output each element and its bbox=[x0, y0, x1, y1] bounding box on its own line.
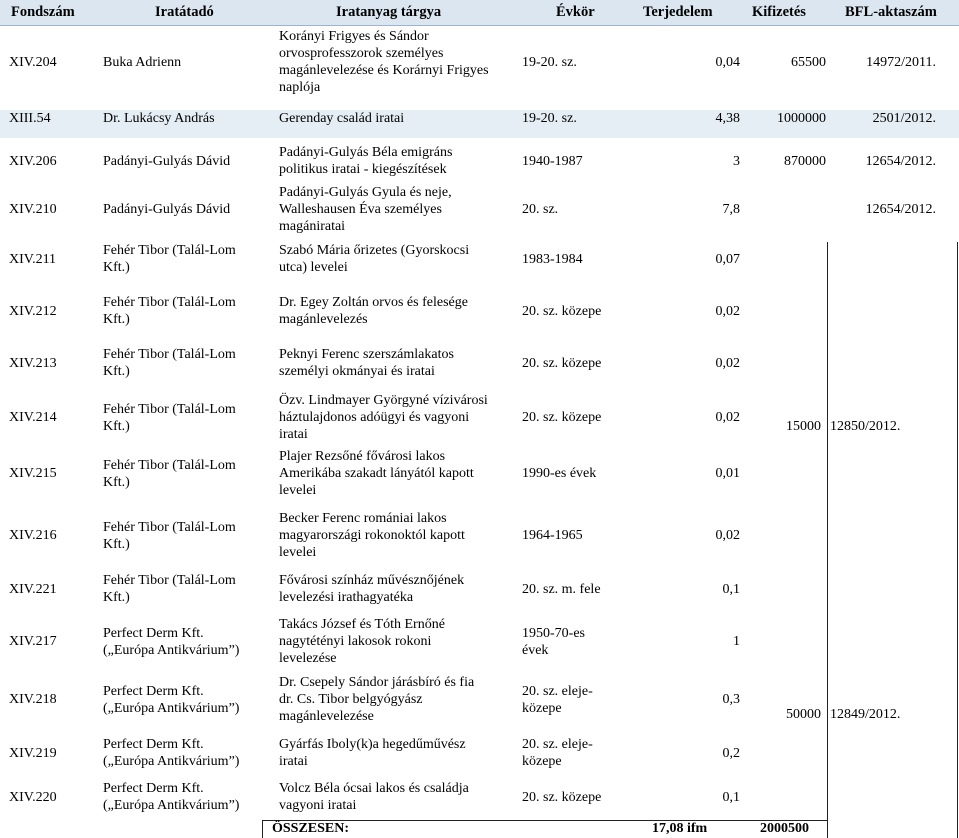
row-evkor: 20. sz. közepe bbox=[522, 355, 602, 371]
row-fondszam: XIV.217 bbox=[9, 634, 57, 649]
row-targy: naplója bbox=[279, 80, 321, 95]
table-header bbox=[0, 0, 959, 26]
row-fondszam: XIV.215 bbox=[9, 466, 57, 481]
row-terjedelem: 1 bbox=[733, 634, 740, 649]
row-terjedelem: 3 bbox=[733, 153, 740, 169]
row-iratado: Fehér Tibor (Talál-Lom bbox=[103, 457, 236, 473]
row-iratado: („Európa Antikvárium”) bbox=[103, 642, 240, 658]
row-iratado: Fehér Tibor (Talál-Lom bbox=[103, 573, 236, 588]
merged-kifizetes-2: 50000 bbox=[786, 707, 821, 722]
footer-total-label: ÖSSZESEN: bbox=[272, 821, 350, 836]
row-terjedelem: 0,3 bbox=[722, 692, 740, 707]
row-targy: magyarországi rokonoktól kapott bbox=[279, 528, 465, 543]
row-iratado: Perfect Derm Kft. bbox=[103, 781, 204, 796]
row-evkor: évek bbox=[522, 642, 549, 658]
row-targy: magánlevelezése és Korárnyi Frigyes bbox=[279, 63, 489, 78]
row-iratado: Perfect Derm Kft. bbox=[103, 737, 204, 752]
row-kifizetes: 1000000 bbox=[777, 111, 826, 126]
row-iratado: Fehér Tibor (Talál-Lom bbox=[103, 401, 236, 417]
row-iratado: Padányi-Gulyás Dávid bbox=[103, 153, 231, 169]
row-targy: nagytétényi lakosok rokoni bbox=[279, 634, 432, 649]
row-iratado: Kft.) bbox=[103, 590, 130, 605]
row-fondszam: XIV.211 bbox=[9, 251, 57, 267]
row-evkor: 20. sz. m. fele bbox=[522, 581, 601, 597]
row-iratado: Fehér Tibor (Talál-Lom bbox=[103, 519, 236, 535]
row-evkor: 20. sz. bbox=[522, 202, 559, 217]
row-fondszam: XIV.204 bbox=[9, 54, 57, 70]
row-targy: Dr. Egey Zoltán orvos és felesége bbox=[279, 295, 468, 310]
row-iratado: Buka Adrienn bbox=[103, 54, 182, 70]
row-fondszam: XIV.216 bbox=[9, 528, 57, 543]
row-bfl: 14972/2011. bbox=[866, 54, 936, 70]
row-iratado: Kft.) bbox=[103, 364, 130, 379]
header-iratado: Iratátadó bbox=[155, 4, 214, 20]
footer-total-kifizetes: 2000500 bbox=[760, 821, 809, 836]
row-fondszam: XIV.213 bbox=[9, 355, 57, 371]
row-fondszam: XIV.206 bbox=[9, 153, 57, 169]
row-evkor: közepe bbox=[522, 700, 562, 716]
row-targy: utca) levelei bbox=[279, 260, 348, 275]
header-bfl: BFL-aktaszám bbox=[845, 4, 937, 20]
row-iratado: Kft.) bbox=[103, 260, 130, 275]
row-iratado: Perfect Derm Kft. bbox=[103, 683, 204, 699]
column-rule bbox=[957, 242, 958, 838]
row-targy: magániratai bbox=[279, 219, 346, 234]
row-targy: Takács József és Tóth Ernőné bbox=[279, 617, 445, 632]
row-targy: személyi okmányai és iratai bbox=[279, 364, 435, 379]
row-targy: háztulajdonos adóügyi és vagyoni bbox=[279, 410, 470, 425]
row-evkor: 20. sz. eleje- bbox=[522, 683, 593, 699]
row-evkor: 19-20. sz. bbox=[522, 54, 577, 70]
row-targy: Dr. Csepely Sándor járásbíró és fia bbox=[279, 675, 475, 690]
row-iratado: („Európa Antikvárium”) bbox=[103, 798, 240, 813]
row-targy: levelezési irathagyatéka bbox=[279, 590, 414, 605]
row-iratado: Perfect Derm Kft. bbox=[103, 625, 204, 641]
row-targy: levelei bbox=[279, 545, 317, 560]
row-iratado: Kft.) bbox=[103, 418, 130, 434]
merged-bfl-2: 12849/2012. bbox=[830, 707, 901, 722]
header-targy: Iratanyag tárgya bbox=[336, 4, 442, 20]
row-iratado: Dr. Lukácsy András bbox=[103, 111, 215, 126]
row-targy: Korányi Frigyes és Sándor bbox=[279, 29, 429, 44]
row-targy: iratai bbox=[279, 754, 308, 769]
row-iratado: Fehér Tibor (Talál-Lom bbox=[103, 347, 236, 362]
row-targy: Plajer Rezsőné fővárosi lakos bbox=[279, 449, 446, 464]
row-evkor: közepe bbox=[522, 754, 562, 769]
row-terjedelem: 0,02 bbox=[715, 355, 740, 371]
row-targy: iratai bbox=[279, 427, 308, 442]
row-targy: Volcz Béla ócsai lakos és családja bbox=[279, 781, 469, 796]
row-terjedelem: 0,04 bbox=[715, 54, 740, 70]
row-targy: Gyárfás Iboly(k)a hegedűművész bbox=[279, 737, 466, 752]
row-terjedelem: 0,01 bbox=[715, 466, 740, 481]
row-targy: politikus iratai - kiegészítések bbox=[279, 162, 447, 177]
row-targy: Özv. Lindmayer Györgyné vízivárosi bbox=[279, 393, 488, 408]
row-fondszam: XIV.210 bbox=[9, 202, 57, 217]
row-evkor: 19-20. sz. bbox=[522, 111, 577, 126]
row-targy: Becker Ferenc romániai lakos bbox=[279, 511, 447, 526]
row-terjedelem: 0,02 bbox=[715, 303, 740, 319]
row-terjedelem: 7,8 bbox=[722, 202, 740, 217]
row-fondszam: XIV.221 bbox=[9, 581, 57, 597]
row-targy: Szabó Mária őrizetes (Gyorskocsi bbox=[279, 243, 470, 258]
row-bfl: 12654/2012. bbox=[865, 202, 936, 217]
row-kifizetes: 65500 bbox=[791, 54, 826, 70]
row-iratado: Kft.) bbox=[103, 536, 130, 552]
row-targy: magánlevelezés bbox=[279, 312, 368, 327]
row-terjedelem: 0,02 bbox=[715, 528, 740, 543]
row-iratado: Kft.) bbox=[103, 312, 130, 327]
merged-kifizetes-1: 15000 bbox=[786, 419, 821, 434]
row-targy: Amerikába szakadt lányától kapott bbox=[279, 466, 474, 481]
row-targy: vagyoni iratai bbox=[279, 798, 357, 813]
row-evkor: 1940-1987 bbox=[522, 153, 583, 169]
row-targy: levelezése bbox=[279, 651, 337, 666]
row-evkor: 1983-1984 bbox=[522, 251, 583, 267]
row-terjedelem: 0,1 bbox=[722, 789, 740, 805]
row-evkor: 20. sz. közepe bbox=[522, 789, 602, 805]
row-fondszam: XIV.214 bbox=[9, 410, 57, 425]
footer-rule bbox=[262, 820, 263, 838]
row-bfl: 2501/2012. bbox=[872, 111, 936, 126]
row-fondszam: XIV.219 bbox=[9, 745, 57, 761]
row-iratado: („Európa Antikvárium”) bbox=[103, 754, 240, 769]
column-rule bbox=[827, 242, 828, 820]
row-evkor: 20. sz. közepe bbox=[522, 303, 602, 319]
row-targy: orvosprofesszorok személyes bbox=[279, 46, 444, 61]
footer-rule bbox=[827, 820, 828, 838]
row-iratado: Kft.) bbox=[103, 474, 130, 490]
row-targy: Gerenday család iratai bbox=[279, 111, 405, 126]
merged-bfl-1: 12850/2012. bbox=[830, 419, 901, 434]
row-targy: Fővárosi színház művésznőjének bbox=[279, 573, 465, 588]
row-bfl: 12654/2012. bbox=[865, 153, 936, 169]
row-iratado: Fehér Tibor (Talál-Lom bbox=[103, 243, 236, 258]
row-fondszam: XIII.54 bbox=[9, 111, 51, 126]
row-targy: Padányi-Gulyás Gyula és neje, bbox=[279, 185, 452, 200]
row-targy: Walleshausen Éva személyes bbox=[279, 202, 442, 217]
row-targy: magánlevelezése bbox=[279, 709, 374, 724]
row-evkor: 1950-70-es bbox=[522, 625, 585, 641]
header-fondszam: Fondszám bbox=[11, 4, 75, 20]
row-evkor: 1990-es évek bbox=[522, 466, 597, 481]
row-targy: Peknyi Ferenc szerszámlakatos bbox=[279, 347, 454, 362]
row-fondszam: XIV.212 bbox=[9, 303, 57, 319]
row-evkor: 1964-1965 bbox=[522, 528, 583, 543]
row-terjedelem: 0,07 bbox=[715, 251, 740, 267]
header-terjedelem: Terjedelem bbox=[643, 4, 713, 20]
row-terjedelem: 0,2 bbox=[722, 745, 740, 761]
row-iratado: Fehér Tibor (Talál-Lom bbox=[103, 295, 236, 310]
row-terjedelem: 0,1 bbox=[722, 581, 740, 597]
row-terjedelem: 0,02 bbox=[715, 410, 740, 425]
header-kifizetes: Kifizetés bbox=[752, 4, 806, 20]
row-evkor: 20. sz. eleje- bbox=[522, 737, 593, 752]
row-iratado: Padányi-Gulyás Dávid bbox=[103, 202, 231, 217]
footer-total-terjedelem: 17,08 ifm bbox=[652, 821, 708, 836]
row-terjedelem: 4,38 bbox=[715, 111, 740, 126]
row-kifizetes: 870000 bbox=[784, 153, 826, 169]
row-targy: dr. Cs. Tibor belgyógyász bbox=[279, 692, 423, 707]
row-targy: levelei bbox=[279, 483, 317, 498]
row-evkor: 20. sz. közepe bbox=[522, 410, 602, 425]
header-evkor: Évkör bbox=[556, 4, 595, 20]
row-iratado: („Európa Antikvárium”) bbox=[103, 700, 240, 716]
row-targy: Padányi-Gulyás Béla emigráns bbox=[279, 145, 453, 160]
row-fondszam: XIV.220 bbox=[9, 789, 57, 805]
row-fondszam: XIV.218 bbox=[9, 692, 57, 707]
